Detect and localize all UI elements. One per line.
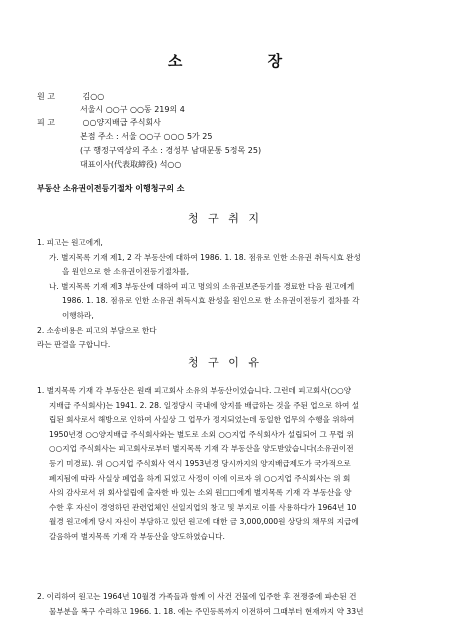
claim-line: 1986. 1. 18. 점유로 인한 소유권 취득시효 완성을 원인으로 한 소유권이전등기 절차를 각 bbox=[62, 296, 360, 306]
reason-line: 립된 회사로서 해방으로 인하여 사실상 그 업무가 정지되었는데 동일한 업무의 수행을 위하여 bbox=[49, 415, 355, 425]
document-title: 소 장 bbox=[167, 52, 323, 70]
reason-paragraph-1 bbox=[37, 384, 359, 545]
claim-line: 2. 소송비용은 피고의 부담으로 한다 bbox=[37, 325, 157, 335]
claim-line: 가. 별지목록 기재 제1, 2 각 부동산에 대하여 1986. 1. 18. 점유로 인한 소유권 취득시효 완성 bbox=[49, 252, 361, 262]
reason-line: 사의 감사로서 위 회사설립에 출자한 바 있는 소외 원□□에게 별지목록 기재 각 부동산을 양 bbox=[49, 488, 352, 498]
plaintiff-address: 서울시 ○○구 ○○동 219의 4 bbox=[80, 105, 185, 114]
reason-line: 수한 후 자신이 경영하던 관련업체인 선일지업의 창고 및 부지로 이를 사용하다가 1964년 10 bbox=[49, 502, 357, 512]
reason-line: 갈음하여 별지목록 기재 각 부동산을 양도하였습니다. bbox=[49, 531, 225, 541]
claim-line: 을 원인으로 한 소유권이전등기절차를, bbox=[62, 267, 190, 277]
reason-line: 1. 별지목록 기재 각 부동산은 원래 피고회사 소유의 부동산이었습니다. 그런데 피고회사(○○양 bbox=[37, 386, 352, 395]
plaintiff-name: 김○○ bbox=[82, 92, 105, 101]
plaintiff-row bbox=[37, 92, 104, 102]
claim-line: 이행하라, bbox=[62, 310, 94, 320]
reason-line: 물부분을 복구 수리하고 1966. 1. 18. 에는 주민등록까지 이전하여 그때부터 현재까지 약 33년 bbox=[49, 606, 364, 616]
defendant-hq-address: 본점 주소 : 서울 ○○구 ○○○ 5가 25 bbox=[80, 132, 213, 141]
claim-heading: 청 구 취 지 bbox=[188, 212, 262, 225]
reason-line: 지배급 주식회사)는 1941. 2. 28. 일정당시 국내에 양지를 배급하는 것을 주된 업으로 하여 설 bbox=[49, 400, 360, 410]
claim-line: 1. 피고는 원고에게, bbox=[37, 238, 103, 247]
defendant-old-address: (구 행정구역상의 주소 : 경성부 남대문통 5정목 25) bbox=[80, 146, 262, 155]
defendant-representative: 대표이사(代表取締役) 석○○ bbox=[80, 160, 182, 169]
reason-line: 월경 원고에게 당시 자신이 부담하고 있던 원고에 대한 금 3,000,000원 상당의 채무의 지급에 bbox=[49, 517, 359, 527]
reason-line: 등기 미경료). 위 ○○지업 주식회사 역시 1953년경 당시까지의 양지배급제도가 국가적으로 bbox=[49, 458, 351, 468]
reason-paragraph-2 bbox=[37, 590, 363, 619]
defendant-name: ○○양지배급 주식회사 bbox=[82, 118, 161, 127]
reason-line: 2. 이리하여 원고는 1964년 10월경 가족들과 함께 이 사건 건물에 입주한 후 전쟁중에 파손된 건 bbox=[37, 592, 357, 601]
reason-line: 폐지됨에 따라 사실상 폐업을 하게 되었고 사정이 이에 이르자 위 ○○지업 주식회사는 위 회 bbox=[49, 473, 351, 483]
claim-line: 나. 별지목록 기재 제3 부동산에 대하여 피고 명의의 소유권보존등기를 경료한 다음 원고에게 bbox=[49, 281, 355, 291]
case-title: 부동산 소유권이전등기절차 이행청구의 소 bbox=[37, 184, 185, 193]
defendant-row bbox=[37, 118, 161, 128]
claim-body bbox=[37, 236, 361, 353]
reason-heading: 청 구 이 유 bbox=[188, 356, 262, 369]
reason-line: ○○지업 주식회사는 피고회사로부터 별지목록 기재 각 부동산을 양도받았습니다(소유권이전 bbox=[49, 444, 354, 454]
plaintiff-label: 원 고 bbox=[37, 92, 55, 101]
reason-line: 1950년경 ○○양지배급 주식회사와는 별도로 소외 ○○지업 주식회사가 설립되어 그 무렵 위 bbox=[49, 429, 354, 439]
defendant-label: 피 고 bbox=[37, 118, 55, 127]
claim-line: 라는 판결을 구합니다. bbox=[37, 340, 111, 350]
